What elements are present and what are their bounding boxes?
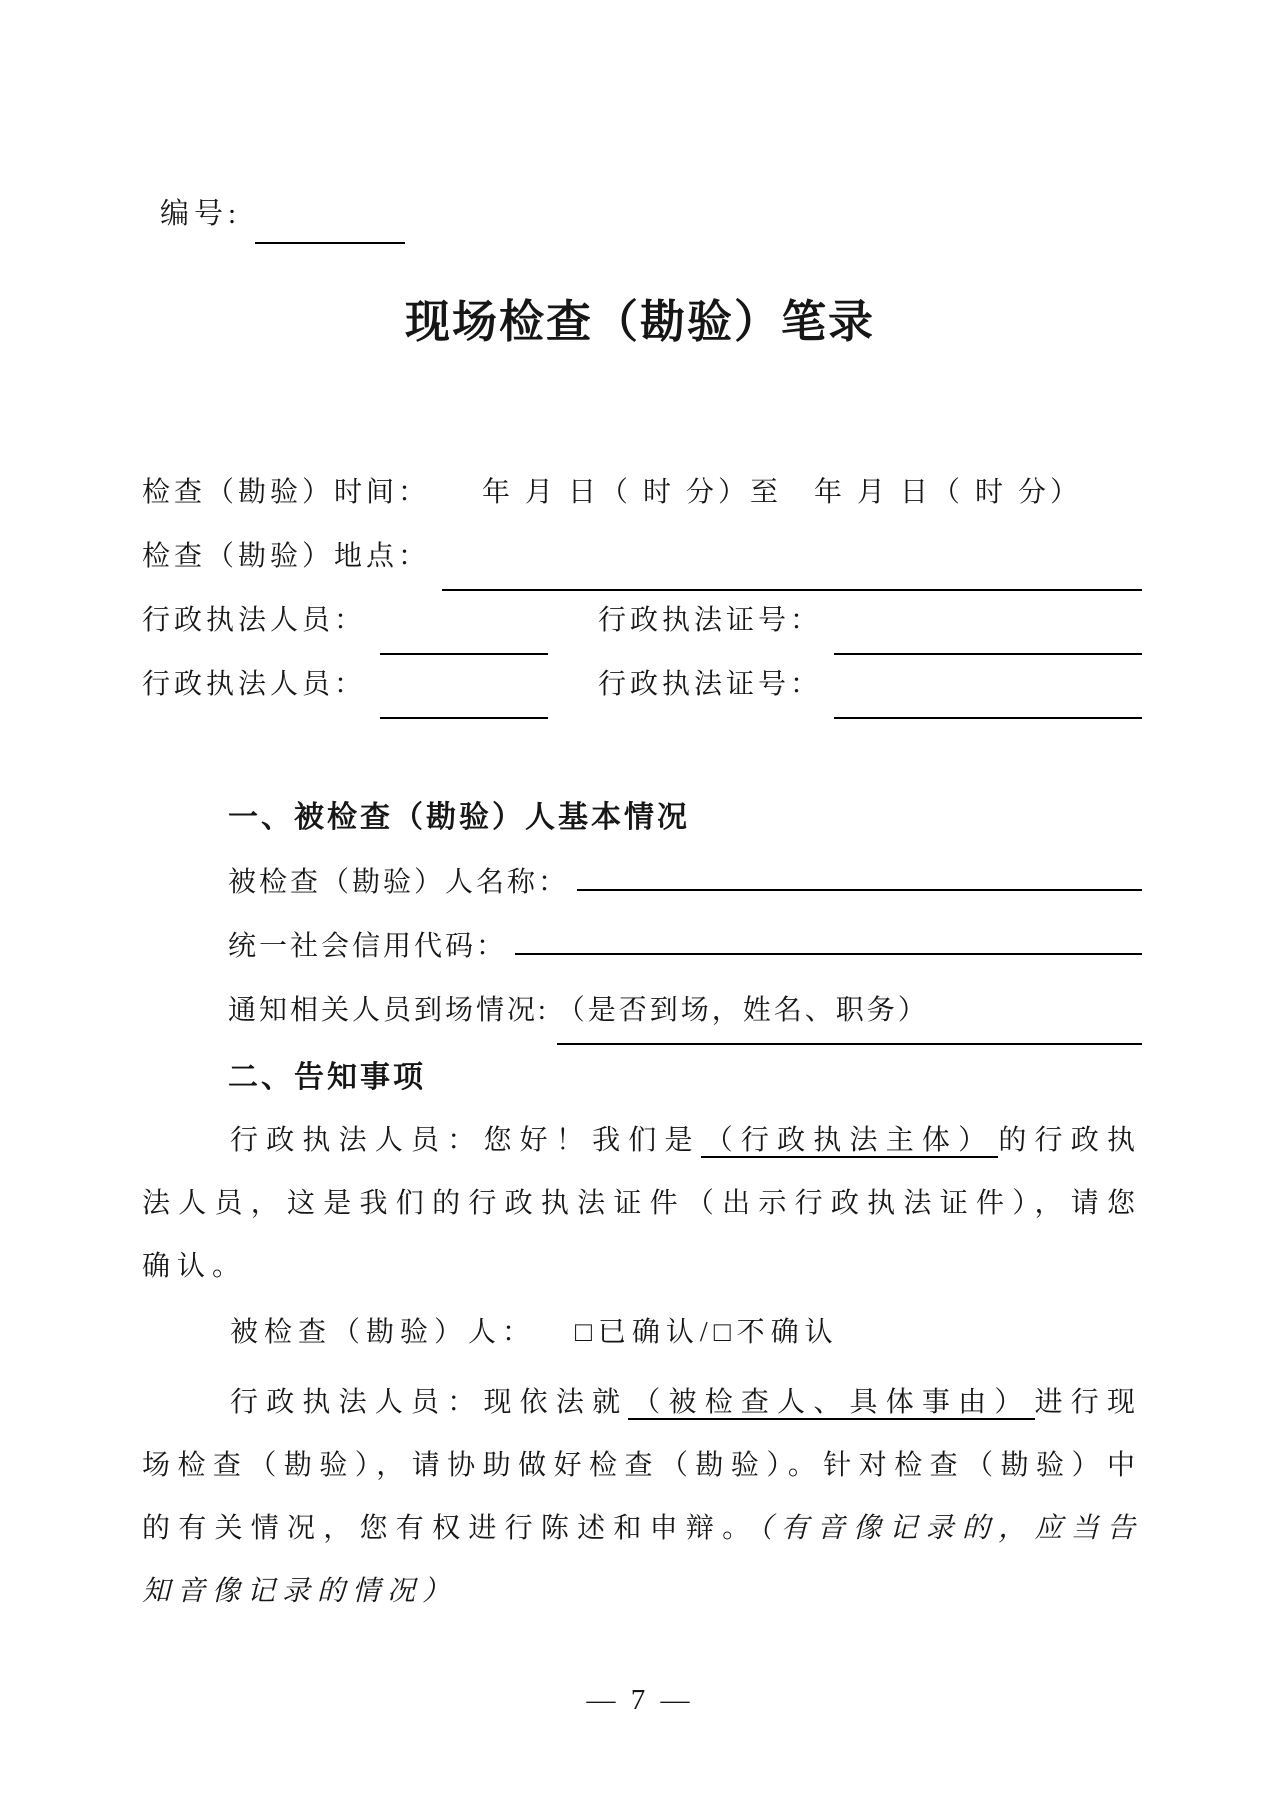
inspected-party-name-label: 被检查（勘验）人名称： bbox=[228, 867, 570, 898]
confirmation-checkboxes: □已确认/□不确认 bbox=[575, 1317, 839, 1348]
confirmation-label: 被检查（勘验）人： bbox=[230, 1317, 537, 1348]
credit-code-label: 统一社会信用代码： bbox=[228, 931, 508, 962]
inspection-place-blank bbox=[442, 525, 1142, 591]
section-2-heading: 二、告知事项 bbox=[228, 1061, 426, 1094]
paragraph-segment: （有音像记录的，应当告知音像记录的情况） bbox=[142, 1513, 1142, 1607]
header-form bbox=[142, 461, 1142, 717]
notified-personnel-label: 通知相关人员到场情况: bbox=[228, 995, 549, 1026]
officer-name-blank bbox=[380, 589, 548, 655]
serial-number-blank bbox=[255, 186, 405, 244]
serial-number-label: 编号: bbox=[160, 198, 242, 230]
paragraph-segment: （行政执法主体） bbox=[701, 1125, 999, 1158]
officer-id-blank bbox=[834, 653, 1142, 719]
paragraph-segment: 的行政执法人员，这是我们的行政执法证件（出示行政执法证件），请您确认。 bbox=[142, 1125, 1142, 1282]
officer-row-2 bbox=[142, 653, 1142, 717]
paragraph-segment: （被检查人、具体事由） bbox=[628, 1387, 1034, 1420]
credit-code-blank bbox=[515, 953, 1142, 955]
inspection-time-label: 检查（勘验）时间： bbox=[142, 477, 431, 508]
paragraph-segment: 行政执法人员：您好！我们是 bbox=[230, 1125, 701, 1156]
notice-paragraph-2 bbox=[142, 1371, 1142, 1623]
serial-number-row bbox=[160, 186, 1140, 244]
officer-name-label: 行政执法人员： bbox=[142, 669, 367, 700]
credit-code-row bbox=[142, 915, 1142, 979]
section-1-fields bbox=[142, 851, 1142, 1043]
officer-row-1 bbox=[142, 589, 1142, 653]
confirmation-row bbox=[142, 1301, 1230, 1364]
inspection-time-value: 年 月 日（ 时 分）至 年 月 日（ 时 分） bbox=[482, 477, 1083, 508]
notified-personnel-blank: （是否到场，姓名、职务） bbox=[557, 979, 1142, 1045]
officer-id-blank bbox=[834, 589, 1142, 655]
officer-id-label: 行政执法证号： bbox=[598, 669, 823, 700]
officer-name-label: 行政执法人员： bbox=[142, 605, 367, 636]
section-1-heading: 一、被检查（勘验）人基本情况 bbox=[228, 801, 690, 834]
officer-name-blank bbox=[380, 653, 548, 719]
inspected-party-name-row bbox=[142, 851, 1142, 915]
paragraph-segment: 行政执法人员：现依法就 bbox=[230, 1387, 629, 1418]
notified-personnel-row bbox=[142, 979, 1142, 1043]
inspection-place-row bbox=[142, 525, 1142, 589]
inspected-party-name-blank bbox=[577, 889, 1142, 891]
paragraph-segment: 进行现场检查（勘验），请协助做好检查（勘验）。针对检查（勘验）中的有关情况，您有权进行陈述和申辩。 bbox=[142, 1387, 1142, 1544]
notice-paragraph-1 bbox=[142, 1109, 1142, 1298]
officer-id-label: 行政执法证号： bbox=[598, 605, 823, 636]
inspection-place-label: 检查（勘验）地点： bbox=[142, 541, 431, 572]
page-title: 现场检查（勘验）笔录 bbox=[404, 297, 875, 347]
page-number: — 7 — bbox=[586, 1684, 694, 1716]
inspection-time-row bbox=[142, 461, 1142, 525]
